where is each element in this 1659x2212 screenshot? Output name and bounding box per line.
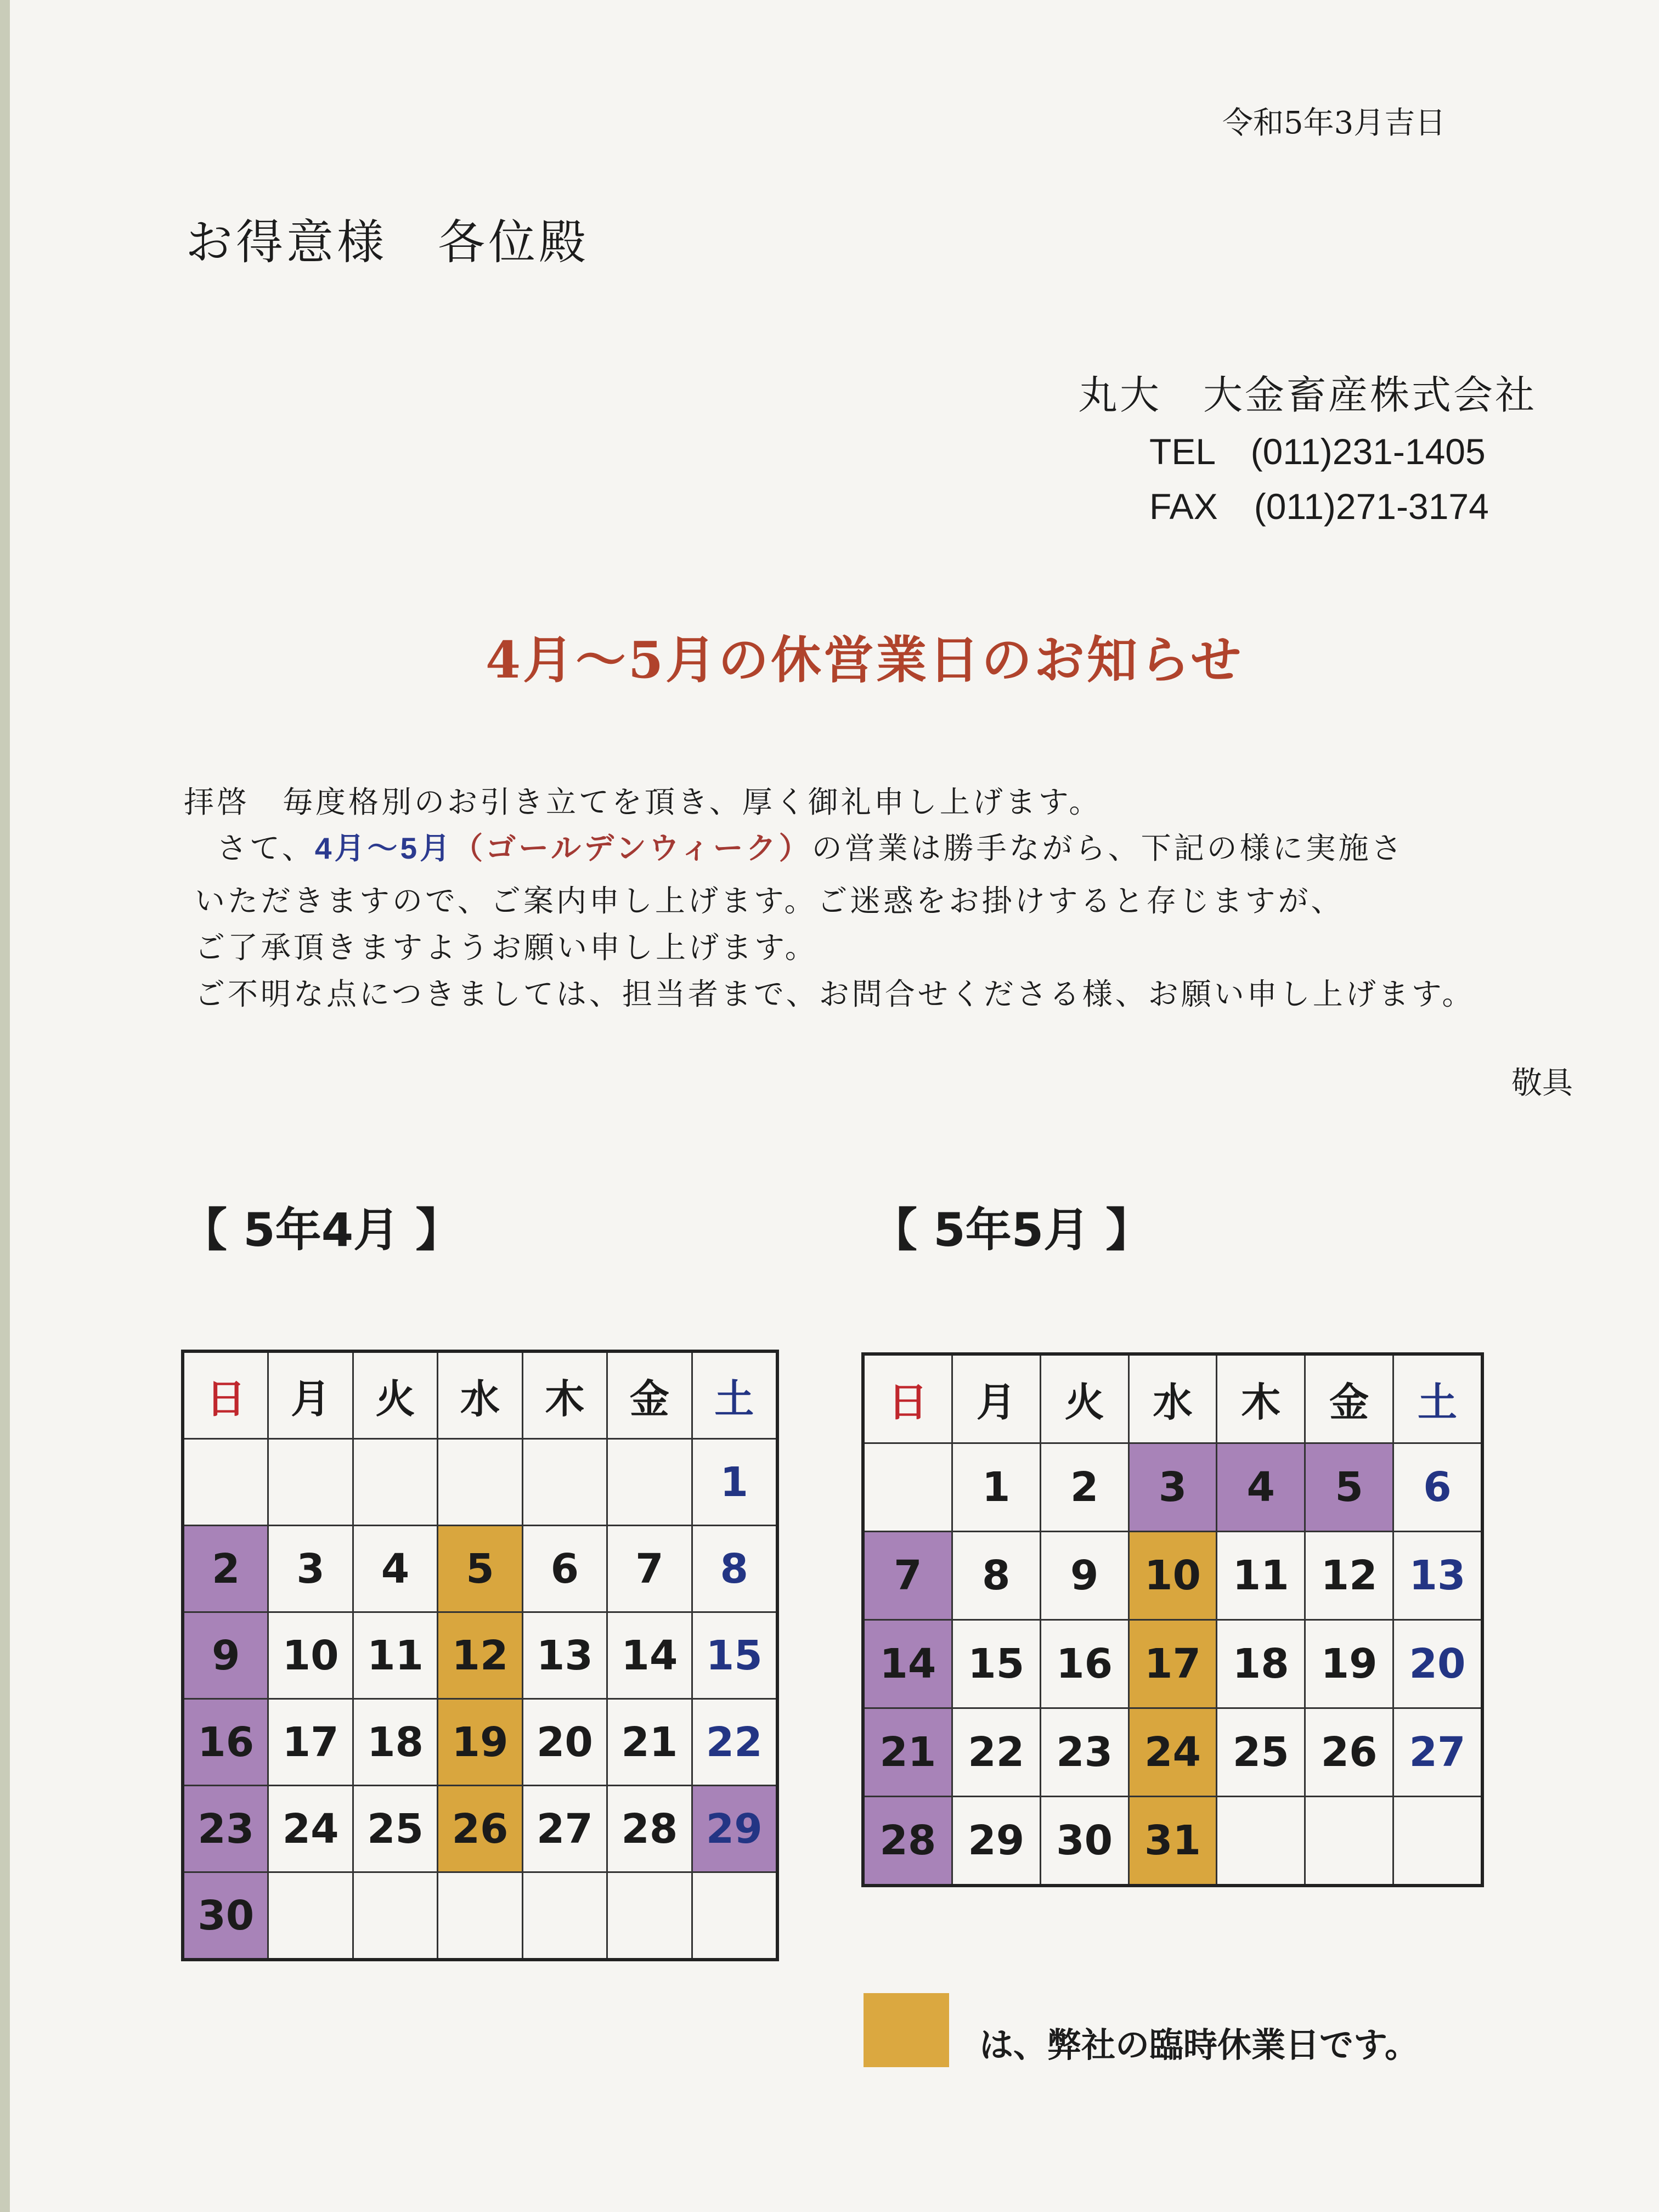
weekday-sat: 土 [1393,1354,1482,1443]
body-line-2-start: さて、 [217,831,315,866]
day-cell: 2 [1040,1443,1128,1532]
week-row [863,1708,1482,1797]
week-row [863,1532,1482,1620]
day-cell [353,1439,437,1526]
week-row [863,1797,1482,1886]
closing-word: 敬具 [1511,1065,1573,1101]
week-row [183,1612,777,1699]
day-cell: 24 [268,1786,353,1872]
day-cell: 27 [522,1786,607,1872]
day-cell: 28 [607,1786,692,1872]
day-cell: 23 [1040,1708,1128,1797]
legend-text: は、弊社の臨時休業日です。 [979,2025,1419,2065]
body-line-3: いただきますので、ご案内申し上げます。ご迷惑をお掛けすると存じますが、 [195,883,1344,918]
day-cell: 20 [522,1699,607,1786]
holiday-cell: 5 [1305,1443,1393,1532]
day-cell: 1 [952,1443,1040,1532]
holiday-cell: 14 [863,1620,952,1708]
day-cell: 9 [1040,1532,1128,1620]
holiday-cell: 29 [692,1786,777,1872]
issue-date: 令和5年3月吉日 [1222,105,1446,141]
day-cell: 1 [692,1439,777,1526]
weekday-thu: 木 [1217,1354,1305,1443]
weekday-wed: 水 [1128,1354,1217,1443]
weekday-sun: 日 [183,1351,268,1439]
day-cell: 10 [268,1612,353,1699]
week-row [183,1872,777,1960]
week-row [183,1526,777,1612]
holiday-cell: 21 [863,1708,952,1797]
day-cell [183,1439,268,1526]
temporary-closed-cell: 5 [438,1526,522,1612]
day-cell: 22 [692,1699,777,1786]
body-line-4: ご了承頂きますようお願い申し上げます。 [195,930,818,965]
day-cell: 13 [1393,1532,1482,1620]
day-cell: 30 [1040,1797,1128,1886]
day-cell: 14 [607,1612,692,1699]
day-cell [268,1439,353,1526]
day-cell [692,1872,777,1960]
weekday-tue: 火 [1040,1354,1128,1443]
day-cell: 8 [952,1532,1040,1620]
phone-number: TEL (011)231-1405 [1149,431,1486,472]
weekday-fri: 金 [1305,1354,1393,1443]
day-cell: 16 [1040,1620,1128,1708]
weekday-sun: 日 [863,1354,952,1443]
day-cell [607,1439,692,1526]
day-cell: 6 [522,1526,607,1612]
temporary-closed-cell: 10 [1128,1532,1217,1620]
day-cell: 17 [268,1699,353,1786]
day-cell [438,1872,522,1960]
day-cell: 22 [952,1708,1040,1797]
day-cell [1305,1797,1393,1886]
body-line-5: ご不明な点につきましては、担当者まで、お問合せくださる様、お願い申し上げます。 [195,977,1475,1012]
april-calendar-title: 【 5年4月 】 [181,1203,462,1257]
week-row [183,1786,777,1872]
temporary-closed-cell: 12 [438,1612,522,1699]
may-calendar [861,1352,1484,1887]
weekday-wed: 水 [438,1351,522,1439]
body-line-2-end: の営業は勝手ながら、下記の様に実施さ [811,831,1404,866]
holiday-cell: 9 [183,1612,268,1699]
day-cell: 13 [522,1612,607,1699]
day-cell: 15 [952,1620,1040,1708]
temporary-closed-cell: 26 [438,1786,522,1872]
day-cell [522,1439,607,1526]
period-highlight: 4月〜5月 [314,831,453,865]
day-cell: 3 [268,1526,353,1612]
temporary-closed-cell: 17 [1128,1620,1217,1708]
day-cell: 8 [692,1526,777,1612]
day-cell: 6 [1393,1443,1482,1532]
weekday-fri: 金 [607,1351,692,1439]
temporary-closed-cell: 31 [1128,1797,1217,1886]
holiday-cell: 4 [1217,1443,1305,1532]
weekday-header-row [863,1354,1482,1443]
day-cell [607,1872,692,1960]
day-cell: 20 [1393,1620,1482,1708]
day-cell: 18 [353,1699,437,1786]
day-cell [1217,1797,1305,1886]
weekday-header-row [183,1351,777,1439]
day-cell [353,1872,437,1960]
holiday-cell: 2 [183,1526,268,1612]
body-line-1: 拝啓 毎度格別のお引き立てを頂き、厚く御礼申し上げます。 [184,785,1102,820]
addressee: お得意様 各位殿 [185,215,589,270]
temporary-closed-cell: 24 [1128,1708,1217,1797]
day-cell: 11 [353,1612,437,1699]
day-cell: 25 [1217,1708,1305,1797]
day-cell: 26 [1305,1708,1393,1797]
holiday-cell: 16 [183,1699,268,1786]
day-cell [1393,1797,1482,1886]
body-line-2 [217,824,1404,867]
day-cell: 25 [353,1786,437,1872]
holiday-cell: 28 [863,1797,952,1886]
week-row [863,1443,1482,1532]
day-cell: 7 [607,1526,692,1612]
fax-number: FAX (011)271-3174 [1149,486,1489,527]
day-cell: 27 [1393,1708,1482,1797]
temporary-closed-cell: 19 [438,1699,522,1786]
day-cell: 18 [1217,1620,1305,1708]
day-cell: 15 [692,1612,777,1699]
day-cell: 29 [952,1797,1040,1886]
day-cell: 4 [353,1526,437,1612]
april-calendar [181,1350,779,1961]
golden-week-highlight: （ゴールデンウィーク） [453,830,812,866]
notice-title: 4月〜5月の休営業日のお知らせ [486,630,1244,690]
holiday-cell: 7 [863,1532,952,1620]
holiday-cell: 3 [1128,1443,1217,1532]
week-row [183,1699,777,1786]
day-cell: 21 [607,1699,692,1786]
weekday-tue: 火 [353,1351,437,1439]
day-cell: 11 [1217,1532,1305,1620]
weekday-sat: 土 [692,1351,777,1439]
company-name: 丸大 大金畜産株式会社 [1078,372,1537,418]
day-cell [438,1439,522,1526]
week-row [863,1620,1482,1708]
holiday-cell: 23 [183,1786,268,1872]
week-row [183,1439,777,1526]
day-cell [863,1443,952,1532]
weekday-thu: 木 [522,1351,607,1439]
weekday-mon: 月 [952,1354,1040,1443]
day-cell: 19 [1305,1620,1393,1708]
holiday-cell: 30 [183,1872,268,1960]
may-calendar-title: 【 5年5月 】 [871,1203,1152,1257]
weekday-mon: 月 [268,1351,353,1439]
day-cell [268,1872,353,1960]
day-cell [522,1872,607,1960]
day-cell: 12 [1305,1532,1393,1620]
legend-color-swatch [864,1993,949,2067]
